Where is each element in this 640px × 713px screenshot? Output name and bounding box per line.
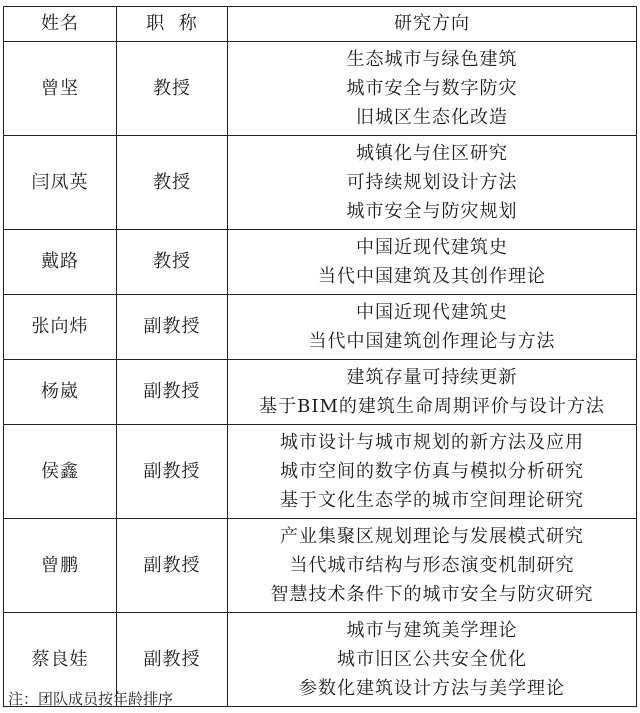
cell-name: 杨崴	[4, 360, 117, 425]
table-row	[4, 425, 637, 519]
research-direction: 旧城区生态化改造	[356, 107, 508, 128]
cell-title: 副教授	[117, 613, 228, 707]
cell-name: 闫凤英	[4, 136, 117, 230]
cell-directions	[228, 136, 637, 230]
table-row	[4, 360, 637, 425]
research-direction: 城市安全与防灾规划	[346, 201, 518, 222]
faculty-table	[3, 6, 637, 707]
research-direction: 当代中国建筑创作理论与方法	[308, 331, 556, 352]
research-direction: 可持续规划设计方法	[346, 172, 518, 193]
research-direction: 产业集聚区规划理论与发展模式研究	[280, 526, 584, 547]
cell-directions	[228, 425, 637, 519]
research-direction: 中国近现代建筑史	[356, 237, 508, 258]
research-direction: 城镇化与住区研究	[356, 143, 508, 164]
table-row	[4, 136, 637, 230]
header-name: 姓名	[4, 7, 117, 42]
cell-name: 蔡良娃	[4, 613, 117, 707]
cell-directions	[228, 519, 637, 613]
cell-title: 副教授	[117, 360, 228, 425]
header-direction: 研究方向	[228, 7, 637, 42]
table-body	[4, 42, 637, 707]
research-direction: 基于BIM的建筑生命周期评价与设计方法	[259, 396, 605, 417]
research-direction: 参数化建筑设计方法与美学理论	[299, 678, 565, 699]
faculty-table-container	[3, 6, 636, 707]
cell-title: 教授	[117, 42, 228, 136]
cell-title: 教授	[117, 136, 228, 230]
research-direction: 建筑存量可持续更新	[346, 367, 518, 388]
table-header-row	[4, 7, 637, 42]
cell-title: 副教授	[117, 519, 228, 613]
table-row	[4, 519, 637, 613]
cell-name: 戴路	[4, 230, 117, 295]
research-direction: 城市与建筑美学理论	[346, 620, 518, 641]
cell-name: 张向炜	[4, 295, 117, 360]
table-row	[4, 230, 637, 295]
research-direction: 智慧技术条件下的城市安全与防灾研究	[270, 584, 594, 605]
cell-title: 副教授	[117, 425, 228, 519]
research-direction: 城市安全与数字防灾	[346, 78, 518, 99]
research-direction: 基于文化生态学的城市空间理论研究	[280, 490, 584, 511]
footnote: 注：团队成员按年龄排序	[8, 690, 174, 708]
table-row	[4, 295, 637, 360]
research-direction: 城市空间的数字仿真与模拟分析研究	[280, 461, 584, 482]
cell-title: 副教授	[117, 295, 228, 360]
research-direction: 当代中国建筑及其创作理论	[318, 266, 546, 287]
cell-directions	[228, 613, 637, 707]
cell-name: 曾鹏	[4, 519, 117, 613]
research-direction: 当代城市结构与形态演变机制研究	[289, 555, 575, 576]
cell-name: 曾坚	[4, 42, 117, 136]
cell-directions	[228, 360, 637, 425]
cell-directions	[228, 42, 637, 136]
cell-title: 教授	[117, 230, 228, 295]
header-title: 职 称	[117, 7, 228, 42]
research-direction: 中国近现代建筑史	[356, 302, 508, 323]
cell-directions	[228, 295, 637, 360]
research-direction: 生态城市与绿色建筑	[346, 49, 518, 70]
table-row	[4, 42, 637, 136]
cell-directions	[228, 230, 637, 295]
cell-name: 侯鑫	[4, 425, 117, 519]
research-direction: 城市设计与城市规划的新方法及应用	[280, 432, 584, 453]
research-direction: 城市旧区公共安全优化	[337, 649, 527, 670]
